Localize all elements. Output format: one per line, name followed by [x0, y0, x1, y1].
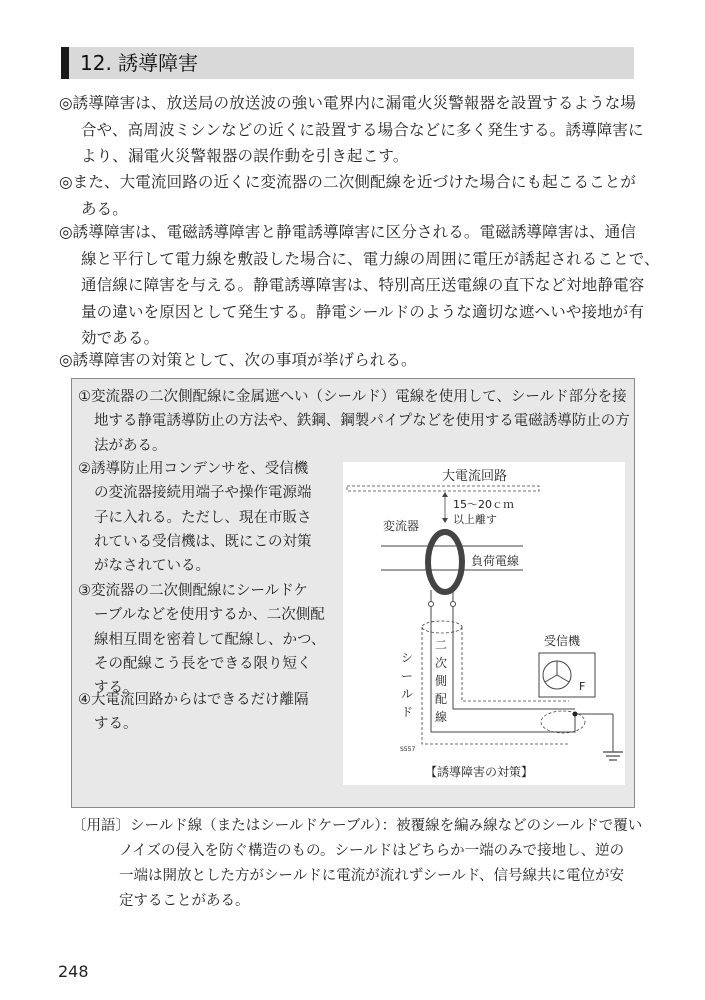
- paragraph-2: [59, 169, 639, 222]
- vertical-char: ル: [401, 687, 414, 701]
- current-transformer-label: 変流器: [383, 519, 420, 533]
- text-line: ◎また、大電流回路の近くに変流器の二次側配線を近づけた場合にも起こることが: [59, 173, 637, 191]
- vertical-char: 二: [435, 638, 448, 652]
- text-line: ④大電流回路からはできるだけ離隔: [78, 692, 309, 708]
- countermeasure-4: [78, 688, 309, 737]
- figure-id: S557: [400, 746, 416, 753]
- countermeasure-3: [78, 579, 325, 700]
- text-line: ある。: [81, 199, 128, 218]
- text-line: 定することがある。: [119, 893, 250, 909]
- receiver-box: [539, 653, 595, 697]
- term-text: シールド線（またはシールドケーブル）：被覆線を編み線などのシールドで覆い: [130, 818, 643, 834]
- text-line: 効である。: [81, 329, 160, 347]
- induction-countermeasure-diagram: [343, 462, 625, 785]
- term-definition: [72, 814, 642, 914]
- large-current-circuit-label: 大電流回路: [442, 469, 508, 484]
- shield-label: [401, 651, 413, 719]
- distance-label: 以上離す: [453, 513, 497, 526]
- text-line: ◎誘導障害は、放送局の放送波の強い電界内に漏電火災警報器を設置するような場: [59, 94, 637, 112]
- text-line: その配線こう長をできる限り短く: [94, 655, 312, 672]
- vertical-char: シ: [401, 651, 414, 665]
- ct-terminal: [429, 602, 434, 607]
- text-line: ◎誘導障害は、電磁誘導障害と静電誘導障害に区分される。電磁誘導障害は、通信: [59, 223, 637, 241]
- text-line: する。: [94, 716, 138, 733]
- text-line: 地する静電誘導防止の方法や、鉄鋼、鋼製パイプなどを使用する電磁誘導防止の方: [94, 413, 630, 430]
- text-line: 線相互間を密着して配線し、かつ、: [94, 631, 326, 648]
- ct-terminal: [451, 602, 456, 607]
- text-line: れている受信機は、既にこの対策: [94, 533, 312, 550]
- large-current-circuit-bar: [347, 486, 539, 491]
- text-line: 一端は開放とした方がシールドに電流が流れずシールド、信号線共に電位が安: [119, 868, 625, 884]
- vertical-char: 配: [435, 692, 448, 706]
- text-line: ②誘導防止用コンデンサを、受信機: [78, 461, 309, 477]
- text-line: 法がある。: [94, 437, 167, 454]
- paragraph-3: [59, 219, 660, 352]
- paragraph-4: [59, 347, 639, 374]
- vertical-char: 線: [435, 710, 448, 724]
- text-line: の変流器接続用端子や操作電源端: [94, 485, 312, 502]
- text-line: 子に入れる。ただし、現在市販さ: [94, 509, 312, 526]
- vertical-char: ド: [401, 705, 414, 719]
- load-wire-label: 負荷電線: [471, 554, 520, 568]
- text-line: [72, 814, 642, 839]
- ground-junction: [573, 712, 578, 717]
- text-line: する。: [94, 680, 138, 697]
- text-line: 合や、高周波ミシンなどの近くに設置する場合などに多く発生する。誘導障害に: [81, 120, 644, 139]
- arrow-head-down: [442, 518, 448, 523]
- receiver-label: 受信機: [544, 634, 581, 648]
- text-line: ーブルなどを使用するか、二次側配: [94, 607, 325, 624]
- text-line: より、漏電火災警報器の誤作動を引き起こす。: [81, 147, 409, 165]
- text-line: 線と平行して電力線を敷設した場合に、電力線の周囲に電圧が誘起されることで、: [81, 249, 660, 268]
- shield-end: [422, 621, 462, 633]
- countermeasure-2: [78, 457, 312, 578]
- vertical-char: ー: [401, 669, 414, 683]
- secondary-wiring-label: [435, 638, 447, 724]
- arrow-head-up: [442, 492, 448, 497]
- section-title: 12. 誘導障害: [80, 51, 199, 75]
- current-transformer-ring: [428, 532, 462, 592]
- diagram-caption: 【誘導障害の対策】: [425, 765, 534, 779]
- text-line: 量の違いを原因として発生する。静電シールドのような適切な遮へいや接地が有: [81, 302, 645, 321]
- countermeasure-1: [78, 385, 630, 458]
- vertical-char: 側: [435, 674, 448, 688]
- text-line: 通信線に障害を与える。静電誘導障害は、特別高圧送電線の直下など対地静電容: [81, 276, 645, 294]
- text-line: ノイズの侵入を防ぐ構造のもの。シールドはどちらか一端のみで接地し、逆の: [119, 843, 625, 859]
- term-label: 〔用語〕: [72, 818, 130, 834]
- paragraph-1: [59, 90, 644, 170]
- text-line: がなされている。: [94, 558, 210, 575]
- page-number: 248: [58, 962, 89, 981]
- vertical-char: 次: [435, 656, 448, 670]
- receiver-mark: F: [579, 680, 586, 693]
- text-line: ③変流器の二次側配線にシールドケ: [78, 583, 308, 599]
- text-line: ◎誘導障害の対策として、次の事項が挙げられる。: [59, 351, 417, 369]
- distance-label: 15～20ｃｍ: [453, 498, 514, 511]
- diagram-svg: [343, 462, 625, 785]
- section-heading-marker: [61, 47, 69, 79]
- text-line: ①変流器の二次側配線に金属遮へい（シールド）電線を使用して、シールド部分を接: [78, 389, 627, 405]
